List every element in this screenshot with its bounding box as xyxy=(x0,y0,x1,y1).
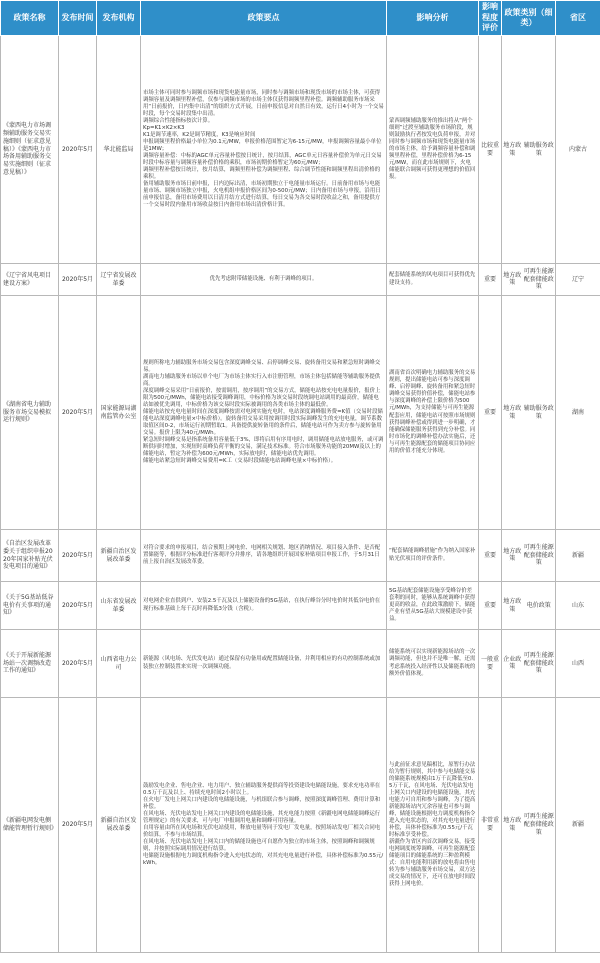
category-type: 地方政策 xyxy=(503,547,522,563)
category-cell xyxy=(502,36,556,264)
category-subtype: 辅助服务政策 xyxy=(523,141,554,157)
category-subtype: 可再生能源配套储能政策 xyxy=(523,543,554,567)
org-cell: 华北能监局 xyxy=(97,36,141,264)
impact-cell: 湖南省首次明确电力辅助服务的交易规则，提出储能电站可参与深度调峰、启停调峰、旋转备用和紧急短时调峰交易获得价值补偿，储能电站参与深度调峰的补偿上限价格为500元/MWh，为支持储能与可再生能源配套应用，储能电站可按照市场规则获得调峰补偿或得到进一步明确，才能确保储能服务获得到充分补偿。同时市场化的调峰补偿办法实施后，还与可再生能源配套的储能项目协同应用的价值才能充分体现。 xyxy=(387,296,479,530)
category-cell xyxy=(502,698,556,953)
policy-name-cell: 《新疆电网发电侧储能管理暂行规则》 xyxy=(1,698,59,953)
table-row xyxy=(1,296,600,530)
category-type: 地方政策 xyxy=(503,817,522,832)
date-cell: 2020年5月 xyxy=(59,698,97,953)
level-cell: 重要 xyxy=(479,296,502,530)
date-cell: 2020年5月 xyxy=(59,264,97,296)
points-cell: 新能源（风电场、光伏发电站）通过保留有功备用或配置储能设备，并利用相应的有功控制系统或加装独立控制装置来实现一次调频功能。 xyxy=(141,630,387,698)
header-issuing-agency: 发布机构 xyxy=(97,1,141,36)
category-cell xyxy=(502,630,556,698)
header-impact-analysis: 影响分析 xyxy=(387,1,479,36)
province-cell: 湖南 xyxy=(556,296,600,530)
policy-name-cell: 《自治区发展改革委关于组织申报2020年国家补贴光伏发电项目的通知》 xyxy=(1,530,59,582)
org-cell: 山东省发展改革委 xyxy=(97,582,141,630)
impact-cell: “配套储能调峰措施”作为纳入国家补贴光伏项目的评价条件。 xyxy=(387,530,479,582)
table-row xyxy=(1,698,600,953)
category-subtype: 电价政策 xyxy=(526,601,551,609)
date-cell: 2020年5月 xyxy=(59,630,97,698)
category-type: 地方政策 xyxy=(503,597,522,613)
table-row xyxy=(1,630,600,698)
level-cell: 非常重要 xyxy=(479,698,502,953)
category-cell xyxy=(502,264,556,296)
impact-cell: 储能系统可以实现新能源场站的一次调频功能，但也并不是唯一解，还需考虑系统投入经济性以及储能系统的额外价值体现。 xyxy=(387,630,479,698)
category-type: 地方政策 xyxy=(503,271,522,287)
impact-cell: 5G基站配套储能设施享受峰谷价差套利的同时，能够从系统调峰中获得更高的收益，在此政策激励下，储能产业有望从5G基站大规模建设中获益。 xyxy=(387,582,479,630)
category-type: 地方政策 xyxy=(503,404,522,420)
date-cell: 2020年5月 xyxy=(59,36,97,264)
table-row xyxy=(1,582,600,630)
header-province: 省区 xyxy=(556,1,600,36)
policy-name-cell: 《关于开展新能源场站一次调频改造工作的通知》 xyxy=(1,630,59,698)
points-cell: 对符合要求的申报项目，结合预期上网电价、电网相关规划、地区消纳情况、项目接入条件、是否配置储能等，根据评分标准进行客观评分并排序，请各地组织开展国家补贴项目申报工作，于5月31日前上报自治区发展改革委。 xyxy=(141,530,387,582)
date-cell: 2020年5月 xyxy=(59,530,97,582)
points-cell: 对电网企业直供到户、安装2.5千瓦及以上储能设备的5G基站，在执行峰谷分时电价时其低谷电价在现行标准基础上每千瓦时再降低3分钱（含税）。 xyxy=(141,582,387,630)
level-cell: 一般重要 xyxy=(479,630,502,698)
table-row xyxy=(1,264,600,296)
category-type: 地方政策 xyxy=(503,141,522,157)
header-policy-points: 政策要点 xyxy=(141,1,387,36)
category-cell xyxy=(502,582,556,630)
policy-name-cell: 《湖南省电力辅助服务市场交易模拟运行规则》 xyxy=(1,296,59,530)
impact-cell: 与此前征求意见稿相比，原暂行办法给为暂行规则，其中参与电储能交易的储能系统规模由1万千瓦降低至0.5万千瓦，在风电场、光伏电站发电上网关口内建设的电储能设施，其充电能力可自用和参与调峰，为了提高新能源场站内冗余容量也可参与调峰，储能设施根据电力调度机构指令进入充电状态的，对其充电电量进行补偿，具体补偿标准为0.55元/千瓦时标准享受补偿。 新疆作为省区内首次调峰交易，接受电网调度统筹调峰，可再生能源配套储能项目的储能系统的三种盈利模式：自用电能利用新的放电将由售电转为参与辅助服务市场交易，双方达成交易的情况下，还可在放电时间段获得上网电价。 xyxy=(387,698,479,953)
org-cell: 国家能源局湖南监管办公室 xyxy=(97,296,141,530)
header-release-date: 发布时间 xyxy=(59,1,97,36)
org-cell: 辽宁省发展改革委 xyxy=(97,264,141,296)
date-cell: 2020年5月 xyxy=(59,582,97,630)
category-subtype: 可再生能源配套储能政策 xyxy=(523,267,554,291)
province-cell: 内蒙古 xyxy=(556,36,600,264)
category-cell xyxy=(502,296,556,530)
date-cell: 2020年5月 xyxy=(59,296,97,530)
level-cell: 比较重要 xyxy=(479,36,502,264)
header-policy-name: 政策名称 xyxy=(1,1,59,36)
impact-cell: 配套储能系统的风电项目可获得优先建设支持。 xyxy=(387,264,479,296)
table-row xyxy=(1,36,600,264)
category-cell xyxy=(502,530,556,582)
table-header-row xyxy=(1,1,600,36)
header-impact-level: 影响程度评价 xyxy=(479,1,502,36)
org-cell: 新疆自治区发展改革委 xyxy=(97,530,141,582)
policy-name-cell: 《关于5G基站低谷电价有关事项的通知》 xyxy=(1,582,59,630)
level-cell: 重要 xyxy=(479,264,502,296)
level-cell: 重要 xyxy=(479,582,502,630)
impact-cell: 蒙西调频辅助服务的推出将从“两个细则”过渡至辅助服务市场阶段，规则鼓励执行者按发电负荷申报，并对同时参与调频市场和现货电能量市场的市场主体，给予调频容量补偿和调频里程补偿，里程补偿价格为6-15元/MW，而在此市场规则下，火电储能联合调频可获得更理想的价值回报。 xyxy=(387,36,479,264)
points-cell: 鼓励发电企业、售电企业、电力用户、独立辅助服务提供商等投资建设电储能设施，要求充电功率在0.5万千瓦及以上、持续充电时间2小时以上。 在火电厂发电上网关口内建设的电储能设施，与机组联合参与调峰，按照深度调峰管理、费用计算和补偿。 在风电场、光伏电站发电上网关口内建设的电储能设施，其充电能力按照《新疆电网电储能调峰运行管理规定》的有关要求，可与电厂申报调用电量和调峰可用容量。 自用容量由所在风电场和光伏电站使用，释放电量等同于发电厂发电量，按照场站发电厂相关合同电价结算，不参与市场结算。 在风电场、光伏电站发电上网关口内的储能设施也可自愿作为独立的市场主体，按照调峰和调频规则，并按照实际调用情况进行结算。 电储能设施根据电力调度机构指令进入充电状态的，对其充电电量进行补偿，具体补偿标准为0.55元/kWh。 xyxy=(141,698,387,953)
policy-name-cell: 《蒙西电力市场调频辅助服务交易实施细则（征求意见稿）》《蒙西电力市场备用辅助服务交易实施细则（征求意见稿）》 xyxy=(1,36,59,264)
level-cell: 重要 xyxy=(479,530,502,582)
org-cell: 新疆自治区发展改革委 xyxy=(97,698,141,953)
province-cell: 新疆 xyxy=(556,698,600,953)
province-cell: 山西 xyxy=(556,630,600,698)
points-cell: 优先考虑附带储能设施、有利于调峰的项目。 xyxy=(141,264,387,296)
org-cell: 山西省电力公司 xyxy=(97,630,141,698)
province-cell: 辽宁 xyxy=(556,264,600,296)
category-subtype: 可再生能源配套储能政策 xyxy=(523,651,554,675)
category-subtype: 可再生能源配套储能政策 xyxy=(523,813,554,836)
category-type: 企业政策 xyxy=(503,655,522,671)
points-cell: 规则所称电力辅助服务市场交易包含深度调峰交易、启停调峰交易、旋转备用交易和紧急短时调峰交易。 湖南电力辅助服务市场以单个电厂为市场主体实行入市注册管理，市场主体包括储能等辅助服务提供商。 深度调峰交易采用“日前报价，按需调用，按序调用”的交易方式，储能电站按充电电量报价，报价上限为500元/MWh，储能电站接受调峰调用，中标价格为该交易时段统调电站调用的最高价，储能电站如被优先调用，中标价格为该交易时段实际被调用的各类市场主体的最低价。 储能电站按充电电量时间在深度调峰按需对电网实施充电时，电站深度调峰服务费=K值（交易时段储能电站深度调峰电量×中标价格）。旋转备用交易采用按调用时段实际调峰发生的充电电量，调节系数取值区间0-2，市场运行初期暂取1。具备提供旋转备用的条件后，储能电站可作为卖方参与旋转备用交易。报价上限为40元/MWh。 紧急短时调峰交易是指系统备用容量低于3%，即将启用有序用电时，调用储能电站放电服务，或可调断供同时增加，实现短时高峰负荷平衡的交易，满足技术标准。符合市场服务功能的20MW及以上的储能电站，暂定为补偿为600元/MWh，实际放电时，储能电站优先调用。 储能电站紧急短时调峰交易费用=K工（交易时段储能电站调峰电量×中标价格）。 xyxy=(141,296,387,530)
province-cell: 新疆 xyxy=(556,530,600,582)
province-cell: 山东 xyxy=(556,582,600,630)
category-subtype: 辅助服务政策 xyxy=(523,404,554,420)
header-policy-category: 政策类别（细类） xyxy=(502,1,556,36)
table-row xyxy=(1,530,600,582)
policy-name-cell: 《辽宁省风电项目建设方案》 xyxy=(1,264,59,296)
points-cell: 市场主体可同时参与调频市场和现货电能量市场，同时参与调频市场和现货市场的市场主体，可获得调频容量及调频里程补偿，仅参与调频市场的市场主体仅获得调频里程补偿。调频辅助服务市场采用“日前报价，日内集中出清”的组织方式开展，日前申报信息对自然日有效，运行日4小时为一个交易时段，每个交易时段集中出清。 调频综合性能指标按次计算。 Kp=K1×K2×K3 K1是调节速率，K2是调节精度，K3是响应时间 申报调频里程价格最小单位为0.1元/MW，申报价格范围暂定为6-15元/MW，申报调频容量最小单位是1MW； 调频容量补偿：中标的AGC单元容量补偿按日统计，按月结算，AGC单元日容量补偿价为单元日交易时段中标容量与调频容量补偿价格的乘积，市场初期价格暂定为60元/MW； 调频里程补偿按日统计，按月结算，调频里程补偿为调频里程、综合调节性能和调频里程出清价格的乘积。 备用辅助服务市场日前申报，日内边际出清，市场初期独立于电能量市场运行。日前备用市场与电能量市场、调频市场独立申报，火电机组申报价格区间为0-500元/MW；日内备用市场与申报，沿用日前申报信息，备用市场费用以日清月结方式进行结算，每日交易为各交易时段收益之和，备用提供方一个交易时段内备用市场收益按日内备用市场出清价格计算。 xyxy=(141,36,387,264)
